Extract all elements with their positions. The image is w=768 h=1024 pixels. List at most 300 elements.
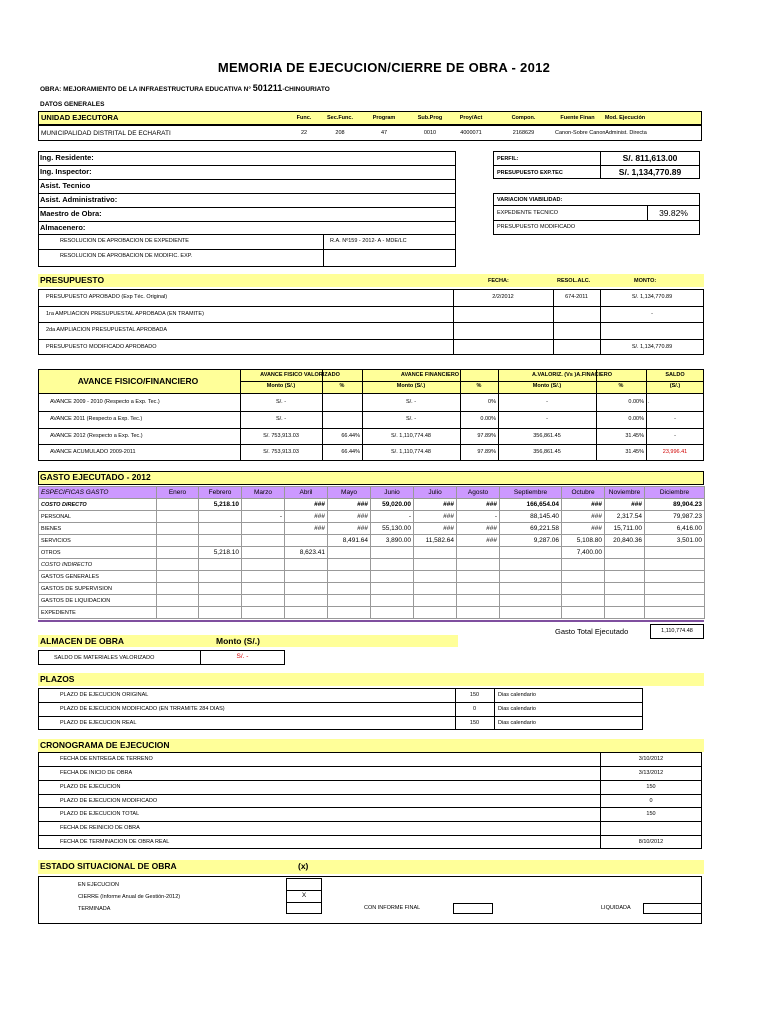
- estado-mark: X: [301, 892, 307, 899]
- gasto-cell: [414, 571, 457, 583]
- crono-value: 150: [646, 783, 656, 790]
- gasto-header: GASTO EJECUTADO - 2012: [40, 472, 151, 482]
- avance-cell: S/. 1,110,774.48: [391, 449, 431, 456]
- gasto-cell: ###: [328, 499, 371, 511]
- estado-mark-header: (x): [298, 861, 309, 871]
- gasto-cell: [242, 595, 285, 607]
- avance-subheader: %: [339, 383, 345, 389]
- avance-subheader: Monto (S/.): [266, 383, 296, 389]
- avance-g2: AVANCE FINANCIERO: [400, 372, 460, 378]
- crono-value: 3/10/2012: [638, 756, 664, 762]
- estado-header: ESTADO SITUACIONAL DE OBRA: [40, 861, 177, 871]
- gasto-cell: [157, 499, 199, 511]
- gasto-cell: 8,491.64: [328, 535, 371, 547]
- avance-cell: 97.89%: [477, 449, 496, 456]
- gasto-cell: [242, 547, 285, 559]
- gasto-cell: 79,987.23: [645, 511, 705, 523]
- almacen-monto-col: Monto (S/.): [216, 636, 260, 646]
- unidad-col-value: 4000071: [460, 130, 482, 136]
- obra-line: [40, 83, 330, 93]
- gasto-cell: [242, 523, 285, 535]
- grid-line: [38, 702, 643, 703]
- avance-cell: -: [674, 432, 676, 439]
- unidad-col-header: Fuente Finan: [560, 115, 595, 121]
- estado-table: [38, 876, 702, 924]
- presupuesto-resol-col: RESOL.ALC.: [557, 278, 591, 284]
- avance-cell: -: [546, 399, 548, 405]
- avance-cell: 97.89%: [477, 432, 496, 439]
- gasto-cell: 5,218.10: [199, 547, 242, 559]
- avance-cell: .: [648, 399, 650, 405]
- unidad-col-value: 0010: [423, 130, 437, 136]
- gasto-cell: 166,654.04: [500, 499, 562, 511]
- avance-cell: S/. 1,110,774.48: [391, 432, 431, 439]
- gasto-col-header: Septiembre: [500, 487, 562, 499]
- gasto-cell: [371, 547, 414, 559]
- gasto-cell: [605, 595, 645, 607]
- grid-line: [38, 716, 643, 717]
- gasto-cell: [605, 571, 645, 583]
- gasto-cell: 6,416.00: [645, 523, 705, 535]
- gasto-cell: ###: [414, 523, 457, 535]
- unidad-col-header: Compon.: [511, 115, 536, 121]
- res2-label: RESOLUCION DE APROBACION DE MODIFIC. EXP.: [60, 253, 193, 259]
- crono-label: PLAZO DE EJECUCION TOTAL: [60, 811, 140, 818]
- gasto-cell: [645, 571, 705, 583]
- unidad-col-header: Mod. Ejecución: [604, 115, 646, 121]
- viab-exp-label: EXPEDIENTE TECNICO: [497, 210, 559, 216]
- presupuesto-header: PRESUPUESTO: [40, 275, 105, 285]
- gasto-cell: [457, 571, 500, 583]
- presupuesto-row-label: PRESUPUESTO MODIFICADO APROBADO: [46, 343, 157, 350]
- pexp-label: PRESUPUESTO EXP.TEC: [497, 170, 563, 176]
- grid-line: [38, 821, 702, 822]
- grid-line: [38, 322, 704, 323]
- gasto-divider: [38, 620, 704, 622]
- avance-g4: SALDO: [665, 372, 685, 378]
- crono-label: FECHA DE INICIO DE OBRA: [60, 769, 133, 776]
- presupuesto-row-fecha: 2/2/2012: [492, 294, 514, 300]
- gasto-cell: 11,582.64: [414, 535, 457, 547]
- unidad-col-header: Program: [372, 115, 396, 121]
- crono-label: FECHA DE TERMINACION DE OBRA REAL: [60, 839, 170, 846]
- personal-label: Maestro de Obra:: [40, 209, 102, 218]
- gasto-cell: [199, 511, 242, 523]
- presupuesto-row-label: PRESUPUESTO APROBADO (Exp Téc. Original): [46, 294, 168, 300]
- personal-label: Ing. Inspector:: [40, 167, 92, 176]
- personal-label: Asist. Tecnico: [40, 181, 91, 190]
- gasto-cell: -: [242, 511, 285, 523]
- avance-row-label: AVANCE 2011 (Respecto a Exp. Tec.): [50, 415, 143, 422]
- cronograma-header: CRONOGRAMA DE EJECUCION: [40, 740, 170, 750]
- gasto-cell: [285, 571, 328, 583]
- unidad-col-value: 47: [380, 130, 388, 136]
- gasto-cell: [285, 607, 328, 619]
- presupuesto-monto-col: MONTO:: [634, 278, 657, 284]
- gasto-cell: [157, 547, 199, 559]
- grid-line: [38, 306, 704, 307]
- gasto-cell: [500, 547, 562, 559]
- informe-final-label: CON INFORME FINAL: [364, 905, 421, 911]
- avance-cell: 0.00%: [628, 399, 644, 405]
- gasto-cell: [242, 571, 285, 583]
- gasto-cell: [328, 607, 371, 619]
- grid-line: [38, 807, 702, 808]
- grid-line: [498, 370, 499, 461]
- gasto-cell: [414, 583, 457, 595]
- gasto-cell: ###: [562, 523, 605, 535]
- gasto-cell: [414, 607, 457, 619]
- avance-cell: 66.44%: [341, 432, 360, 439]
- grid-line: [38, 794, 702, 795]
- grid-line: [646, 370, 647, 461]
- gasto-row: [39, 607, 705, 619]
- gasto-col-header: Enero: [157, 487, 199, 499]
- gasto-cell: BIENES: [39, 523, 157, 535]
- crono-value: 3/13/2012: [638, 769, 664, 776]
- gasto-cell: [645, 583, 705, 595]
- gasto-cell: [157, 607, 199, 619]
- avance-subheader: Monto (S/.): [532, 383, 562, 389]
- gasto-row: [39, 535, 705, 547]
- grid-line: [38, 428, 704, 429]
- unidad-col-value: 22: [300, 130, 308, 136]
- avance-cell: 66.44%: [341, 449, 360, 456]
- unidad-col-value: Canon-Sobre Canon: [555, 130, 606, 136]
- gasto-cell: 3,890.00: [371, 535, 414, 547]
- avance-cell: S/. -: [275, 399, 287, 405]
- almacen-value: S/. -: [236, 653, 249, 660]
- presupuesto-row-label: 2da AMPLIACION PRESUPUESTAL APROBADA: [46, 327, 168, 333]
- crono-label: PLAZO DE EJECUCION: [60, 783, 121, 790]
- gasto-cell: [242, 583, 285, 595]
- gasto-cell: 15,711.00: [605, 523, 645, 535]
- res1-value: R.A. Nº159 - 2012- A - MDE/LC: [330, 238, 407, 244]
- gasto-cell: [285, 583, 328, 595]
- avance-cell: S/. -: [405, 415, 417, 422]
- gasto-total-label: Gasto Total Ejecutado: [555, 627, 629, 636]
- gasto-cell: PERSONAL: [39, 511, 157, 523]
- informe-final-box[interactable]: [453, 903, 493, 914]
- gasto-total-value: 1,110,774.48: [661, 628, 693, 634]
- unidad-header: UNIDAD EJECUTORA: [41, 113, 119, 122]
- gasto-col-header: ESPECIFICAS GASTO: [39, 487, 157, 499]
- presupuesto-row-monto: S/. 1,134,770.89: [631, 343, 673, 350]
- grid-line: [460, 370, 461, 461]
- viabilidad-header: VARIACION VIABILIDAD:: [497, 197, 563, 203]
- gasto-cell: [328, 595, 371, 607]
- gasto-cell: [157, 535, 199, 547]
- grid-line: [38, 339, 704, 340]
- crono-value: 150: [646, 811, 656, 818]
- gasto-cell: GASTOS DE LIQUIDACION: [39, 595, 157, 607]
- avance-subheader: %: [618, 383, 624, 389]
- personal-label: Ing. Residente:: [40, 153, 94, 162]
- gasto-cell: ###: [414, 511, 457, 523]
- crono-label: FECHA DE REINICIO DE OBRA: [60, 825, 140, 832]
- plazo-value: 0: [472, 706, 477, 712]
- avance-subheader: %: [476, 383, 482, 389]
- plazo-label: PLAZO DE EJECUCION ORIGINAL: [60, 692, 149, 698]
- estado-row-label: CIERRE (Informe Anual de Gestión-2012): [78, 894, 181, 900]
- gasto-cell: [562, 559, 605, 571]
- gasto-cell: [285, 559, 328, 571]
- unidad-name: MUNICIPALIDAD DISTRITAL DE ECHARATI: [41, 130, 171, 137]
- gasto-cell: [500, 571, 562, 583]
- gasto-cell: ###: [457, 523, 500, 535]
- gasto-cell: [500, 595, 562, 607]
- grid-line: [38, 165, 456, 166]
- avance-cell: 0.00%: [628, 415, 644, 422]
- gasto-cell: [562, 583, 605, 595]
- gasto-cell: 8,623.41: [285, 547, 328, 559]
- grid-line: [38, 221, 456, 222]
- gasto-cell: [605, 607, 645, 619]
- gasto-cell: [371, 583, 414, 595]
- avance-cell: S/. -: [405, 399, 417, 405]
- gasto-cell: [157, 583, 199, 595]
- gasto-cell: [605, 583, 645, 595]
- presupuesto-row-resol: 674-2011: [565, 294, 588, 300]
- gasto-col-header: Abril: [285, 487, 328, 499]
- gasto-cell: [457, 583, 500, 595]
- gasto-cell: ###: [457, 499, 500, 511]
- gasto-cell: COSTO INDIRECTO: [39, 559, 157, 571]
- gasto-cell: [199, 583, 242, 595]
- perfil-label: PERFIL:: [497, 156, 519, 162]
- gasto-cell: [562, 595, 605, 607]
- gasto-cell: [371, 607, 414, 619]
- gasto-cell: [645, 559, 705, 571]
- gasto-cell: [199, 607, 242, 619]
- grid-line: [38, 207, 456, 208]
- gasto-cell: [457, 559, 500, 571]
- gasto-row: [39, 559, 705, 571]
- liquidada-label: LIQUIDADA: [601, 905, 631, 911]
- grid-line: [38, 411, 704, 412]
- gasto-cell: [328, 571, 371, 583]
- estado-row-label: TERMINADA: [78, 906, 111, 912]
- gasto-cell: ###: [562, 499, 605, 511]
- unidad-col-value: Administ. Directa: [605, 130, 647, 136]
- gasto-row: [39, 571, 705, 583]
- unidad-col-value: 2168629: [512, 130, 535, 136]
- gasto-table: [38, 486, 705, 619]
- avance-subheader: (S/.): [669, 383, 681, 389]
- gasto-header-row: [39, 487, 705, 499]
- gasto-cell: [605, 547, 645, 559]
- plazo-unit: Dias calendario: [498, 720, 536, 726]
- obra-label: OBRA: MEJORAMIENTO DE LA INFRAESTRUCTURA EDUCATIVA N°: [40, 86, 251, 93]
- avance-row-label: AVANCE 2009 - 2010 (Respecto a Exp. Tec.): [50, 399, 160, 405]
- gasto-cell: [242, 559, 285, 571]
- gasto-cell: [328, 559, 371, 571]
- datos-generales-label: DATOS GENERALES: [40, 101, 105, 108]
- gasto-cell: -: [457, 511, 500, 523]
- gasto-row: [39, 595, 705, 607]
- almacen-header: ALMACEN DE OBRA: [40, 636, 125, 646]
- gasto-row: [39, 547, 705, 559]
- gasto-cell: [242, 535, 285, 547]
- gasto-cell: [242, 607, 285, 619]
- gasto-cell: 5,108.80: [562, 535, 605, 547]
- crono-value: 0: [649, 797, 653, 804]
- avance-g1: AVANCE FISICO VALORIZADO: [260, 372, 340, 378]
- presupuesto-header-bar: [38, 274, 704, 287]
- gasto-cell: 55,130.00: [371, 523, 414, 535]
- avance-cell: -: [546, 415, 548, 422]
- unidad-col-header: Sec.Func.: [327, 115, 353, 121]
- avance-cell: 356,861.45: [533, 449, 561, 456]
- gasto-cell: [199, 559, 242, 571]
- grid-line: [38, 835, 702, 836]
- avance-cell: S/. 753,913.03: [263, 449, 299, 456]
- gasto-cell: [242, 499, 285, 511]
- gasto-cell: 2,317.54: [605, 511, 645, 523]
- gasto-cell: [562, 607, 605, 619]
- gasto-cell: [199, 571, 242, 583]
- gasto-cell: [157, 571, 199, 583]
- avance-cell: 0.00%: [480, 415, 496, 422]
- plazo-value: 150: [469, 720, 480, 726]
- grid-line: [38, 193, 456, 194]
- gasto-cell: ###: [414, 499, 457, 511]
- estado-row-label: EN EJECUCION: [78, 882, 119, 888]
- gasto-cell: 59,020.00: [371, 499, 414, 511]
- gasto-col-header: Mayo: [328, 487, 371, 499]
- unidad-col-header: Sub.Prog: [417, 115, 443, 121]
- gasto-cell: 88,145.40: [500, 511, 562, 523]
- gasto-cell: ###: [328, 511, 371, 523]
- gasto-cell: [645, 547, 705, 559]
- gasto-col-header: Junio: [371, 487, 414, 499]
- gasto-cell: [199, 523, 242, 535]
- avance-cell: 0%: [488, 399, 496, 405]
- viab-mod-label: PRESUPUESTO MODIFICADO: [497, 224, 576, 230]
- avance-g3: A.VALORIZ. (Vs )A.FINACIERO: [532, 372, 612, 378]
- gasto-cell: [157, 511, 199, 523]
- gasto-cell: 89,904.23: [645, 499, 705, 511]
- gasto-cell: [371, 559, 414, 571]
- gasto-cell: [328, 583, 371, 595]
- gasto-row: [39, 523, 705, 535]
- gasto-cell: [371, 571, 414, 583]
- obra-suffix: -CHINGURIATO: [282, 86, 330, 93]
- avance-cell: 23,996.41: [662, 449, 688, 456]
- gasto-cell: ###: [285, 523, 328, 535]
- gasto-col-header: Octubre: [562, 487, 605, 499]
- gasto-cell: 7,400.00: [562, 547, 605, 559]
- gasto-cell: [562, 571, 605, 583]
- avance-header: AVANCE FISICO/FINANCIERO: [77, 376, 199, 386]
- avance-cell: S/. -: [275, 415, 287, 422]
- grid-line: [596, 370, 597, 461]
- avance-cell: 356,861.45: [533, 432, 561, 439]
- avance-subheader: Monto (S/.): [396, 383, 426, 389]
- grid-line: [38, 780, 702, 781]
- gasto-cell: 9,287.06: [500, 535, 562, 547]
- unidad-col-header: Proy/Act: [459, 115, 483, 121]
- gasto-row: [39, 511, 705, 523]
- gasto-cell: [645, 595, 705, 607]
- gasto-cell: [199, 595, 242, 607]
- grid-line: [38, 766, 702, 767]
- gasto-cell: [414, 595, 457, 607]
- gasto-cell: 3,501.00: [645, 535, 705, 547]
- gasto-cell: [328, 547, 371, 559]
- crono-value: 8/10/2012: [638, 839, 664, 846]
- gasto-cell: 5,218.10: [199, 499, 242, 511]
- gasto-cell: [500, 607, 562, 619]
- gasto-cell: ###: [285, 511, 328, 523]
- avance-cell: S/. 753,913.03: [263, 432, 299, 439]
- avance-row-label: AVANCE ACUMULADO 2009-2011: [50, 449, 136, 456]
- gasto-cell: ###: [328, 523, 371, 535]
- gasto-cell: COSTO DIRECTO: [39, 499, 157, 511]
- unidad-col-value: 208: [335, 130, 345, 136]
- gasto-cell: [371, 595, 414, 607]
- grid-line: [240, 370, 241, 461]
- plazo-label: PLAZO DE EJECUCION MODIFICADO (EN TRRAMITE 284 DIAS): [60, 706, 225, 712]
- plazo-unit: Dias calendario: [498, 706, 536, 712]
- gasto-cell: ###: [457, 535, 500, 547]
- crono-label: PLAZO DE EJECUCION MODIFICADO: [60, 797, 158, 804]
- presupuesto-row-monto: S/. 1,134,770.89: [631, 294, 673, 300]
- presupuesto-fecha-col: FECHA:: [488, 278, 509, 284]
- liquidada-box[interactable]: [643, 903, 702, 914]
- gasto-cell: [157, 523, 199, 535]
- presupuesto-row-monto: -: [651, 310, 653, 317]
- gasto-col-header: Noviembre: [605, 487, 645, 499]
- gasto-cell: GASTOS GENERALES: [39, 571, 157, 583]
- page-title: MEMORIA DE EJECUCION/CIERRE DE OBRA - 2012: [217, 60, 551, 75]
- obra-code: 501211: [252, 83, 283, 93]
- gasto-cell: [199, 535, 242, 547]
- gasto-cell: ###: [285, 499, 328, 511]
- gasto-cell: ###: [605, 499, 645, 511]
- avance-row-label: AVANCE 2012 (Respecto a Exp. Tec.): [50, 432, 143, 439]
- perfil-value: S/. 811,613.00: [622, 153, 678, 163]
- gasto-col-header: Marzo: [242, 487, 285, 499]
- gasto-cell: -: [371, 511, 414, 523]
- gasto-cell: 69,221.58: [500, 523, 562, 535]
- unidad-col-header: Func.: [296, 115, 312, 121]
- gasto-cell: [285, 595, 328, 607]
- gasto-cell: [285, 535, 328, 547]
- personal-label: Almacenero:: [40, 223, 86, 232]
- gasto-cell: [605, 559, 645, 571]
- plazo-label: PLAZO DE EJECUCION REAL: [60, 720, 137, 726]
- viab-exp-value: 39.82%: [659, 208, 688, 218]
- gasto-cell: OTROS: [39, 547, 157, 559]
- gasto-cell: SERVICIOS: [39, 535, 157, 547]
- almacen-label: SALDO DE MATERIALES VALORIZADO: [54, 655, 155, 661]
- gasto-cell: [457, 547, 500, 559]
- presupuesto-row-label: 1ra AMPLIACION PRESUPUESTAL APROBADA (EN TRAMITE): [46, 310, 204, 317]
- plazo-value: 150: [469, 692, 480, 698]
- gasto-cell: GASTOS DE SUPERVISION: [39, 583, 157, 595]
- plazos-header-bar: [38, 673, 704, 686]
- gasto-col-header: Febrero: [199, 487, 242, 499]
- gasto-cell: [457, 607, 500, 619]
- gasto-col-header: Agosto: [457, 487, 500, 499]
- avance-cell: 31.45%: [625, 449, 644, 456]
- avance-cell: -: [674, 415, 676, 422]
- gasto-cell: 20,840.36: [605, 535, 645, 547]
- gasto-col-header: Diciembre: [645, 487, 705, 499]
- gasto-cell: [457, 595, 500, 607]
- plazos-header: PLAZOS: [40, 674, 75, 684]
